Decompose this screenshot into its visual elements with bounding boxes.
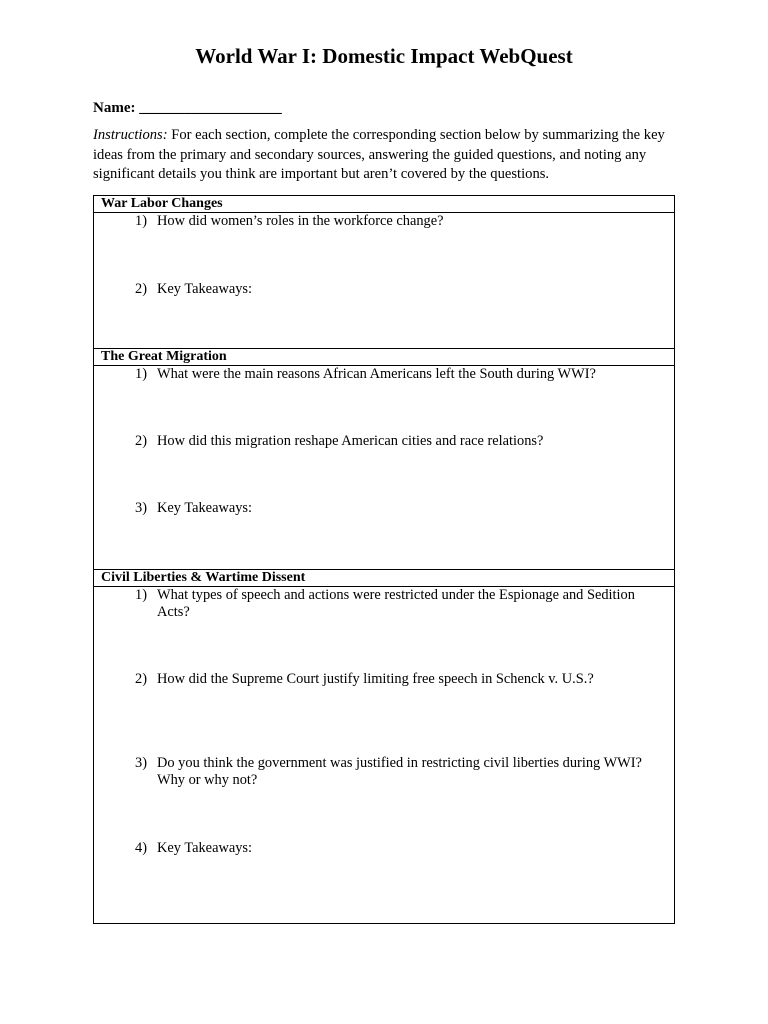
question-number: 1) — [135, 213, 147, 229]
question-text: How did the Supreme Court justify limiting free speech in Schenck v. U.S.? — [157, 671, 594, 687]
instructions-lead: Instructions: — [93, 127, 168, 143]
question-item — [94, 383, 674, 450]
section-header-civil-liberties: Civil Liberties & Wartime Dissent — [94, 570, 674, 587]
question-text: What types of speech and actions were restricted under the Espionage and Sedition Acts? — [157, 587, 635, 620]
worksheet-table — [93, 195, 675, 924]
question-item — [94, 789, 674, 857]
question-text: How did women’s roles in the workforce change? — [157, 213, 444, 229]
name-field-label: Name: ___________________ — [93, 100, 282, 116]
question-text: Do you think the government was justified in restricting civil liberties during WWI? Why or why not? — [157, 755, 642, 788]
question-item — [94, 450, 674, 517]
question-item — [94, 587, 674, 621]
question-text: Key Takeaways: — [157, 500, 253, 516]
question-number: 2) — [135, 281, 147, 297]
section-header-great-migration: The Great Migration — [94, 349, 674, 366]
instructions-paragraph — [93, 126, 675, 185]
section-body-civil-liberties — [94, 587, 674, 923]
instructions-text: For each section, complete the corresponding section below by summarizing the key ideas from the primary and secondary sources, answering the guided questions, and noting any significant details you think are important but aren’t covered by the questions. — [93, 127, 665, 182]
section-body-war-labor — [94, 213, 674, 349]
question-number: 1) — [135, 366, 147, 382]
question-text: Key Takeaways: — [157, 840, 253, 856]
page-title: World War I: Domestic Impact WebQuest — [195, 44, 573, 68]
question-number: 4) — [135, 840, 147, 856]
question-text: How did this migration reshape American cities and race relations? — [157, 433, 544, 449]
question-number: 3) — [135, 755, 147, 771]
question-item — [94, 688, 674, 789]
question-number: 3) — [135, 500, 147, 516]
question-item — [94, 230, 674, 298]
question-number: 2) — [135, 433, 147, 449]
section-body-great-migration — [94, 366, 674, 570]
question-number: 1) — [135, 587, 147, 603]
section-header-war-labor: War Labor Changes — [94, 196, 674, 213]
question-item — [94, 366, 674, 383]
question-text: Key Takeaways: — [157, 281, 253, 297]
question-number: 2) — [135, 671, 147, 687]
question-text: What were the main reasons African Americans left the South during WWI? — [157, 366, 596, 382]
question-item — [94, 621, 674, 688]
question-item — [94, 213, 674, 230]
